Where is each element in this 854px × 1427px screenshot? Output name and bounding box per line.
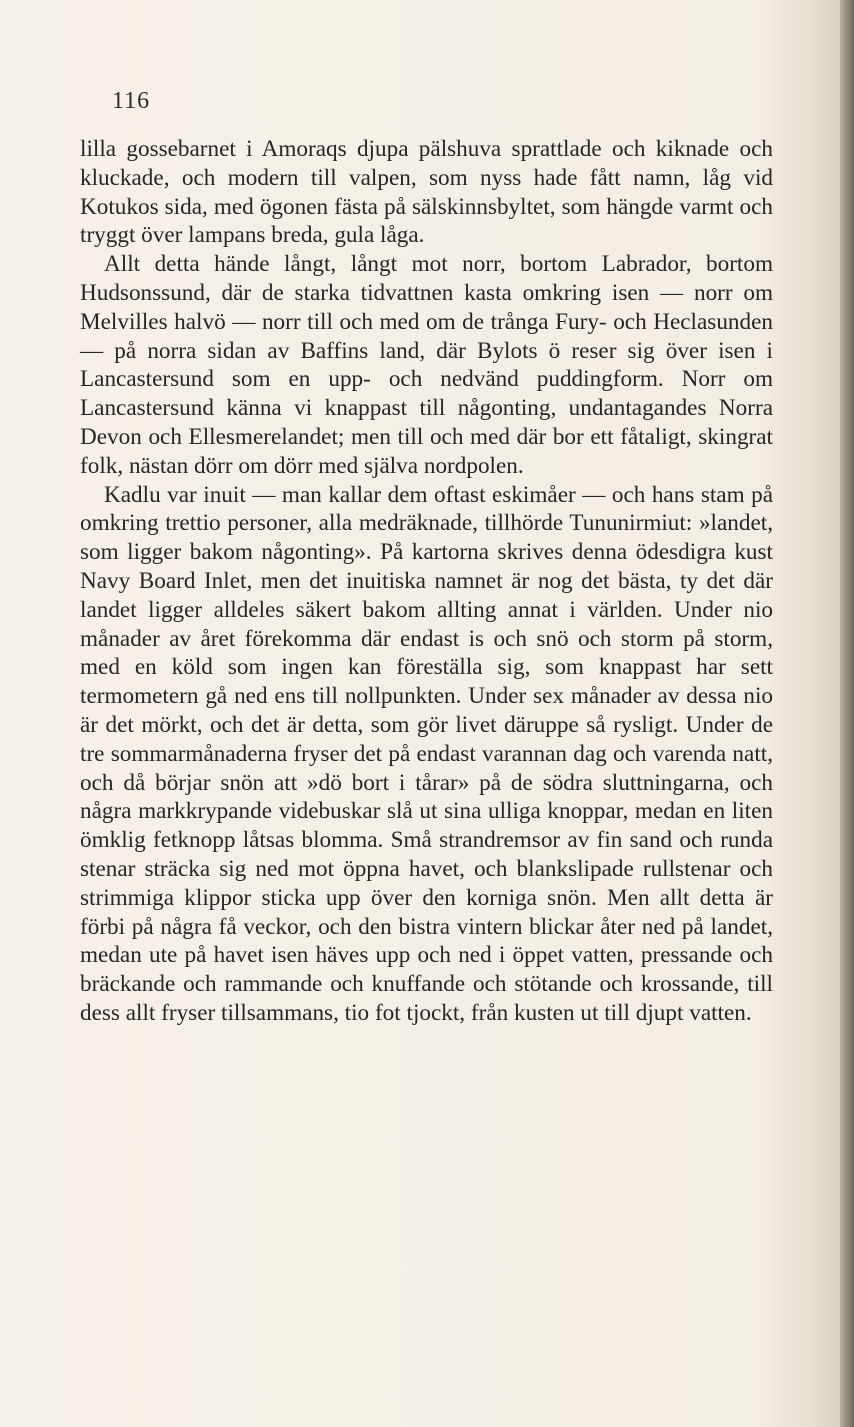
page-number: 116	[112, 88, 151, 114]
paragraph-3: Kadlu var inuit — man kallar dem oftast eskimåer — och hans stam på omkring trettio personer, alla medräknade, tillhörde Tununirmiut: »landet, som ligger bakom någonting». På kartorna skrives denna ödesdigra kust Navy Board Inlet, men det inuitiska namnet är nog det bästa, ty det där landet ligger alldeles säkert bakom allting annat i världen. Under nio månader av året förekomma där endast is och snö och storm på storm, med en köld som ingen kan föreställa sig, som knappast har sett termometern gå ned ens till nollpunkten. Under sex månader av dessa nio är det mörkt, och det är detta, som gör livet däruppe så rysligt. Under de tre sommarmånaderna fryser det på endast varannan dag och varenda natt, och då börjar snön att »dö bort i tårar» på de södra sluttningarna, och några markkrypande videbuskar slå ut sina ulliga knoppar, medan en liten ömklig fetknopp låtsas blomma. Små strandremsor av fin sand och runda stenar sträcka sig ned mot öppna havet, och blankslipade rullstenar och strimmiga klippor sticka upp över den korniga snön. Men allt detta är förbi på några få veckor, och den bistra vintern blickar åter ned på landet, medan ute på havet isen häves upp och ned i öppet vatten, pressande och bräckande och rammande och knuffande och stötande och krossande, till dess allt fryser tillsammans, tio fot tjockt, från kusten ut till djupt vatten.	[80, 481, 773, 1026]
body-text	[80, 135, 773, 1028]
paragraph-1: lilla gossebarnet i Amoraqs djupa pälshuva sprattlade och kiknade och kluckade, och modern till valpen, som nyss hade fått namn, låg vid Kotukos sida, med ögonen fästa på sälskinnsbyltet, som hängde varmt och tryggt över lampans breda, gula låga.	[80, 136, 773, 249]
page-edge-shadow	[840, 0, 854, 1427]
paragraph-2: Allt detta hände långt, långt mot norr, bortom Labrador, bortom Hudsonssund, där de starka tidvattnen kasta omkring isen — norr om Melvilles halvö — norr till och med om de trånga Fury- och Heclasunden — på norra sidan av Baffins land, där Bylots ö reser sig över isen i Lancastersund som en upp- och nedvänd puddingform. Norr om Lancastersund känna vi knappast till någonting, undantagandes Norra Devon och Ellesmerelandet; men till och med där bor ett fåtaligt, skingrat folk, nästan dörr om dörr med själva nordpolen.	[80, 251, 773, 479]
